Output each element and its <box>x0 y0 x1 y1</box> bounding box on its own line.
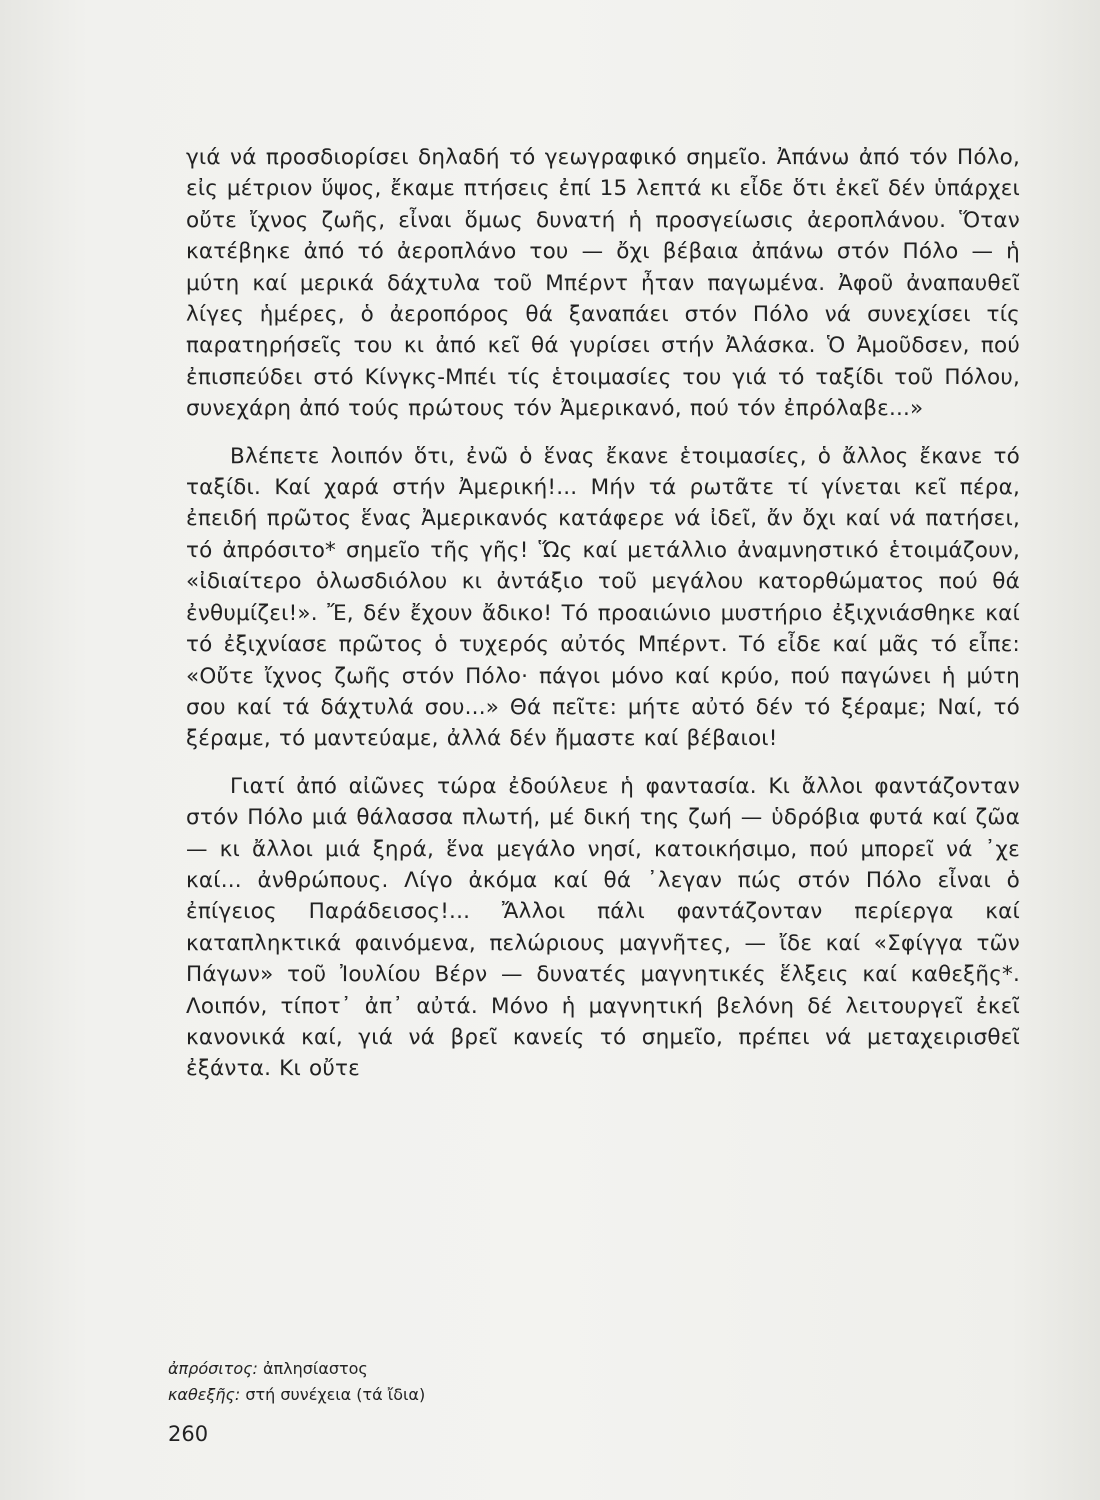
footnote-term: ἀπρόσιτος: <box>168 1359 258 1378</box>
paragraph-3: Γιατί ἀπό αἰῶνες τώρα ἐδούλευε ἡ φαντασία. Κι ἄλλοι φαντάζονταν στόν Πόλο μιά θάλασσα πλωτή, μέ δική της ζωή — ὑδρόβια φυτά καί ζῶα — κι ἄλλοι μιά ξηρά, ἕνα μεγάλο νησί, κατοικήσιμο, πού μπορεῖ νά ᾽χε καί... ἀνθρώπους. Λίγο ἀκόμα καί θά ᾽λεγαν πώς στόν Πόλο εἶναι ὁ ἐπίγειος Παράδεισος!... Ἄλλοι πάλι φαντάζονταν περίεργα καί καταπληκτικά φαινόμενα, πελώριους μαγνῆτες, — ἴδε καί «Σφίγγα τῶν Πάγων» τοῦ Ἰουλίου Βέρν — δυνατές μαγνητικές ἕλξεις καί καθεξῆς*. Λοιπόν, τίποτ᾽ ἀπ᾽ αὐτά. Μόνο ἡ μαγνητική βελόνη δέ λειτουργεῖ ἐκεῖ κανονικά καί, γιά νά βρεῖ κανείς τό σημεῖο, πρέπει νά μεταχειρισθεῖ ἐξάντα. Κι οὔτε <box>186 773 1020 1082</box>
footnote-term: καθεξῆς: <box>168 1385 241 1404</box>
footnote-1 <box>168 1356 868 1382</box>
paragraph-2: Βλέπετε λοιπόν ὅτι, ἐνῶ ὁ ἕνας ἔκανε ἑτοιμασίες, ὁ ἄλλος ἔκανε τό ταξίδι. Καί χαρά στήν Ἀμερική!... Μήν τά ρωτᾶτε τί γίνεται κεῖ πέρα, ἐπειδή πρῶτος ἕνας Ἀμερικανός κατάφερε νά ἰδεῖ, ἄν ὄχι καί νά πατήσει, τό ἀπρόσιτο* σημεῖο τῆς γῆς! Ὥς καί μετάλλιο ἀναμνηστικό ἑτοιμάζουν, «ἰδιαίτερο ὁλωσδιόλου κι ἀντάξιο τοῦ μεγάλου κατορθώματος πού θά ἐνθυμίζει!». Ἔ, δέν ἔχουν ἄδικο! Τό προαιώνιο μυστήριο ἐξιχνιάσθηκε καί τό ἐξιχνίασε πρῶτος ὁ τυχερός αὐτός Μπέρντ. Τό εἶδε καί μᾶς τό εἶπε: «Οὔτε ἴχνος ζωῆς στόν Πόλο· πάγοι μόνο καί κρύο, πού παγώνει ἡ μύτη σου καί τά δάχτυλά σου...» Θά πεῖτε: μήτε αὐτό δέν τό ξέραμε; Ναί, τό ξέραμε, τό μαντεύαμε, ἀλλά δέν ἤμαστε καί βέβαιοι! <box>186 443 1020 752</box>
paragraph-1: γιά νά προσδιορίσει δηλαδή τό γεωγραφικό σημεῖο. Ἀπάνω ἀπό τόν Πόλο, εἰς μέτριον ὕψος, ἔκαμε πτήσεις ἐπί 15 λεπτά κι εἶδε ὅτι ἐκεῖ δέν ὑπάρχει οὔτε ἴχνος ζωῆς, εἶναι ὅμως δυνατή ἡ προσγείωσις ἀεροπλάνου. Ὅταν κατέβηκε ἀπό τό ἀεροπλάνο του — ὄχι βέβαια ἀπάνω στόν Πόλο — ἡ μύτη καί μερικά δάχτυλα τοῦ Μπέρντ ἦταν παγωμένα. Ἀφοῦ ἀναπαυθεῖ λίγες ἡμέρες, ὁ ἀεροπόρος θά ξαναπάει στόν Πόλο νά συνεχίσει τίς παρατηρήσεῖς του κι ἀπό κεῖ θά γυρίσει στήν Ἀλάσκα. Ὁ Ἀμοῦδσεν, πού ἐπισπεύδει στό Κίνγκς-Μπέι τίς ἑτοιμασίες του γιά τό ταξίδι τοῦ Πόλου, συνεχάρη ἀπό τούς πρώτους τόν Ἀμερικανό, πού τόν ἐπρόλαβε...» <box>186 145 1020 422</box>
footnotes <box>168 1356 868 1408</box>
footnote-2 <box>168 1382 868 1408</box>
footnote-definition: ἀπλησίαστος <box>257 1359 368 1378</box>
footnote-definition: στή συνέχεια (τά ἴδια) <box>240 1385 426 1404</box>
page-number: 260 <box>168 1422 209 1446</box>
main-text <box>186 142 1020 1101</box>
